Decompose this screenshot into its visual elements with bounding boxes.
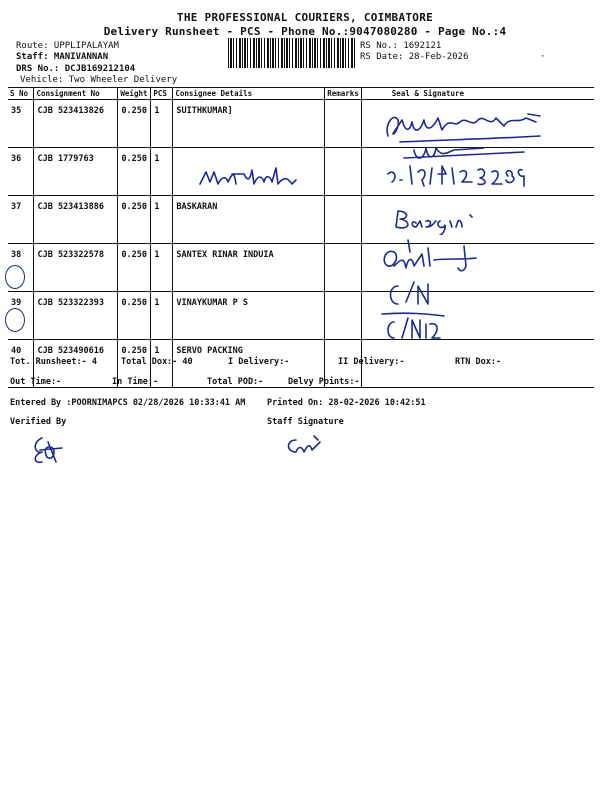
drs-number: DRS No.: DCJB169212104	[16, 64, 136, 74]
cell-consignment: CJB 523413826	[34, 100, 118, 148]
cell-signature	[361, 196, 594, 244]
cell-consignee: BASKARAN	[173, 196, 325, 244]
cell-consignment: CJB 523322393	[34, 292, 118, 340]
cell-pcs: 1	[151, 100, 173, 148]
cell-consignment: CJB 523413886	[34, 196, 118, 244]
col-signature: Seal & Signature	[361, 88, 594, 100]
verifier-signature	[28, 432, 68, 466]
document-title: THE PROFESSIONAL COURIERS, COIMBATORE	[176, 11, 434, 24]
ii-delivery: II Delivery:-	[338, 357, 405, 367]
i-delivery: I Delivery:-	[228, 357, 290, 367]
cell-sno: 39	[8, 292, 34, 340]
cell-sno: 38	[8, 244, 34, 292]
table-header	[8, 88, 594, 100]
rtn-dox: RTN Dox:-	[455, 357, 502, 367]
cell-weight: 0.250	[118, 244, 151, 292]
barcode	[228, 38, 356, 68]
col-weight: Weight	[118, 88, 151, 100]
cell-consignee	[173, 148, 325, 196]
cell-pcs: 1	[151, 292, 173, 340]
col-sno: S No	[8, 88, 34, 100]
rs-date: RS Date: 28-Feb-2026	[360, 52, 469, 62]
table-row	[8, 148, 594, 196]
cell-sno: 35	[8, 100, 34, 148]
cell-weight: 0.250	[118, 148, 151, 196]
route-label: Route: UPPLIPALAYAM	[16, 41, 119, 51]
staff-signature	[284, 432, 334, 458]
cell-pcs: 1	[151, 340, 173, 388]
cell-consignment: CJB 523490616	[34, 340, 118, 388]
out-time: Out Time:-	[10, 377, 62, 387]
total-pod: Total POD:-	[207, 377, 264, 387]
runsheet-table	[8, 87, 594, 388]
staff-label: Staff: MANIVANNAN	[16, 52, 109, 62]
col-pcs: PCS	[151, 88, 173, 100]
rs-number: RS No.: 1692121	[360, 41, 442, 51]
cell-consignment: CJB 523322578	[34, 244, 118, 292]
delvy-points: Delvy Points:-	[288, 377, 360, 387]
cell-remarks	[325, 100, 362, 148]
printed-on: Printed On: 28-02-2026 10:42:51	[267, 398, 426, 408]
cell-weight: 0.250	[118, 340, 151, 388]
cell-consignee: SUITHKUMAR]	[173, 100, 325, 148]
staff-signature-label: Staff Signature	[267, 417, 344, 427]
in-time: In Time:-	[112, 377, 159, 387]
cell-sno: 37	[8, 196, 34, 244]
cell-pcs: 1	[151, 196, 173, 244]
handwritten-circle	[5, 265, 25, 289]
stray-dot: ·	[540, 52, 546, 62]
table-row	[8, 100, 594, 148]
cell-weight: 0.250	[118, 100, 151, 148]
cell-consignment: CJB 1779763	[34, 148, 118, 196]
handwritten-circle	[5, 308, 25, 332]
cell-signature	[361, 244, 594, 292]
cell-weight: 0.250	[118, 292, 151, 340]
cell-remarks	[325, 244, 362, 292]
col-consignment: Consignment No	[34, 88, 118, 100]
cell-consignee: SANTEX RINAR INDUIA	[173, 244, 325, 292]
cell-signature	[361, 148, 594, 196]
tot-runsheet: Tot. Runsheet:- 4	[10, 357, 97, 367]
cell-signature	[361, 292, 594, 340]
cell-consignee: VINAYKUMAR P S	[173, 292, 325, 340]
verified-by-label: Verified By	[10, 417, 67, 427]
table-row	[8, 244, 594, 292]
vehicle-label: Vehicle: Two Wheeler Delivery	[20, 75, 178, 85]
table-row	[8, 196, 594, 244]
cell-remarks	[325, 292, 362, 340]
document-subtitle: Delivery Runsheet - PCS - Phone No.:9047080280 - Page No.:4	[103, 25, 507, 38]
cell-weight: 0.250	[118, 196, 151, 244]
col-remarks: Remarks	[325, 88, 362, 100]
cell-pcs: 1	[151, 148, 173, 196]
cell-consignee: SERVO PACKING	[173, 340, 325, 388]
entered-by: Entered By :POORNIMAPCS 02/28/2026 10:33:41 AM	[10, 398, 246, 408]
cell-signature	[361, 100, 594, 148]
cell-sno: 40	[8, 340, 34, 388]
col-consignee: Consignee Details	[173, 88, 325, 100]
cell-sno: 36	[8, 148, 34, 196]
total-dox: Total Dox:- 40	[121, 357, 193, 367]
table-row	[8, 292, 594, 340]
cell-pcs: 1	[151, 244, 173, 292]
cell-remarks	[325, 196, 362, 244]
cell-remarks	[325, 148, 362, 196]
